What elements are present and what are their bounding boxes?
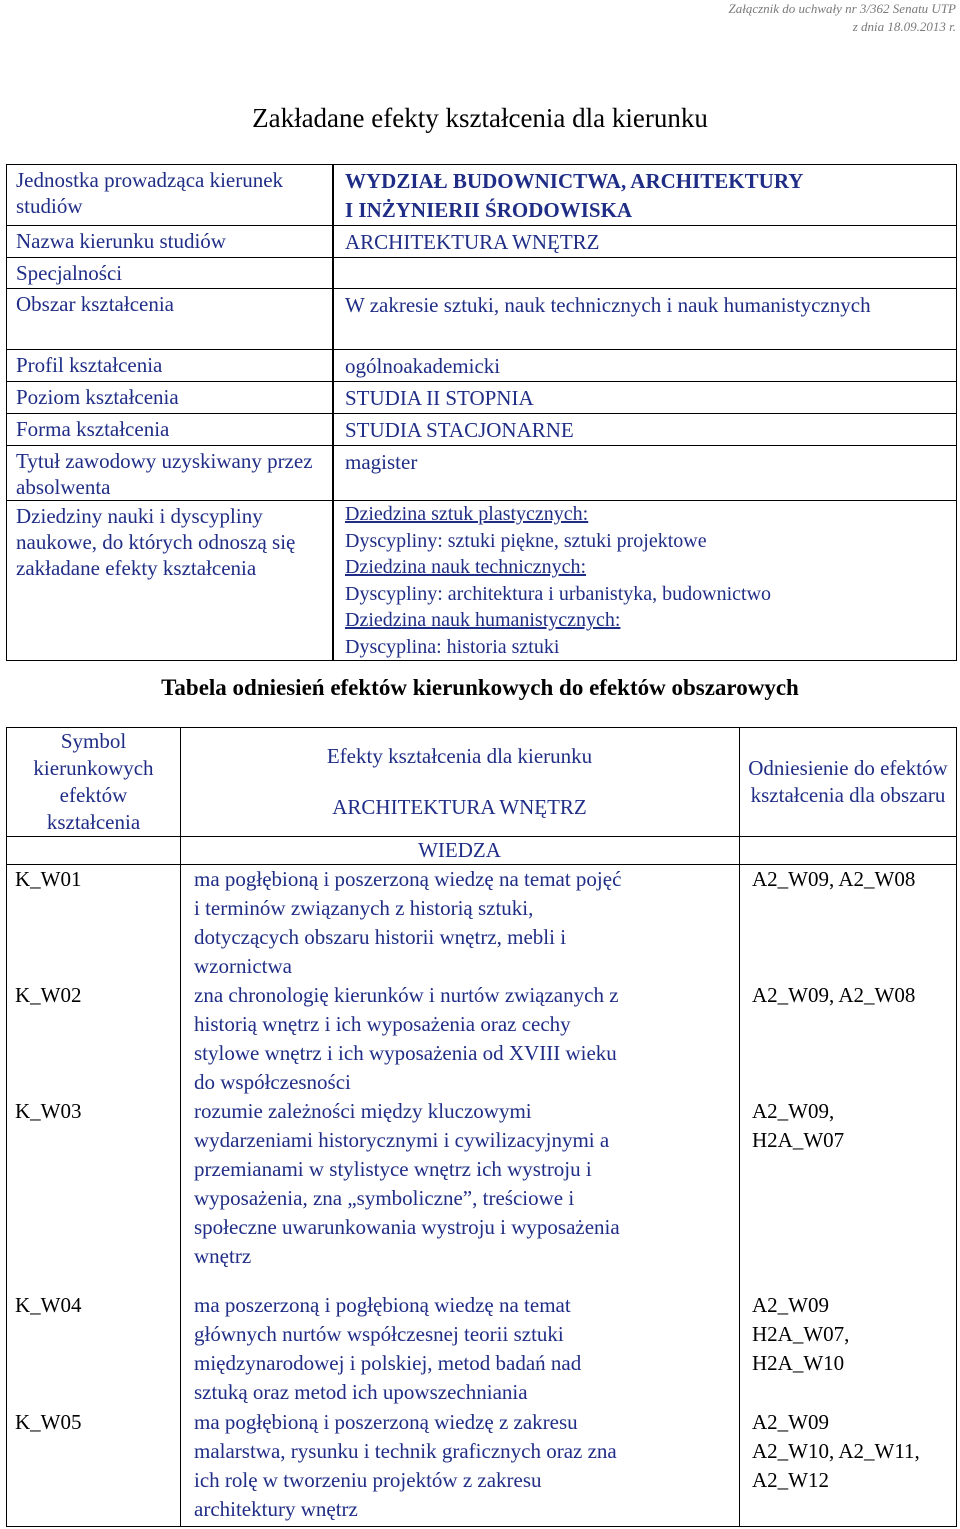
table-row xyxy=(7,1291,957,1408)
effect-line: przemianami w stylistyce wnętrz ich wystroju i xyxy=(194,1157,592,1181)
info-row-level xyxy=(7,382,957,414)
field-technical: Dziedzina nauk technicznych: xyxy=(345,556,586,578)
effects-table xyxy=(6,727,957,1527)
effect-line: wyposażenia, zna „symboliczne”, treściowe i xyxy=(194,1186,575,1210)
info-row-spec xyxy=(7,258,957,289)
level-label: Poziom kształcenia xyxy=(7,382,334,414)
effect-line: wzornictwa xyxy=(194,954,292,978)
disciplines-technical: Dyscypliny: architektura i urbanistyka, budownictwo xyxy=(345,582,772,605)
symbol-k-w05: K_W05 xyxy=(7,1408,181,1527)
reference-value: A2_W09, A2_W08 xyxy=(752,867,916,891)
effect-line: zna chronologię kierunków i nurtów związanych z xyxy=(194,983,619,1007)
unit-line1: WYDZIAŁ BUDOWNICTWA, ARCHITEKTURY xyxy=(345,169,804,193)
effect-line: dotyczących obszaru historii wnętrz, mebli i xyxy=(194,925,567,949)
page-title: Zakładane efekty kształcenia dla kierunku xyxy=(252,103,708,133)
effect-line: historią wnętrz i ich wyposażenia oraz cechy xyxy=(194,1012,571,1036)
disciplines-art: Dyscypliny: sztuki piękne, sztuki projektowe xyxy=(345,529,707,552)
attachment-note-line2: z dnia 18.09.2013 r. xyxy=(852,19,956,34)
effect-line: społeczne uwarunkowania wystroju i wyposażenia xyxy=(194,1215,620,1239)
field-art: Dziedzina sztuk plastycznych: xyxy=(345,503,589,525)
attachment-note xyxy=(729,0,957,36)
effect-line: i terminów związanych z historią sztuki, xyxy=(194,896,534,920)
symbol-k-w01: K_W01 xyxy=(7,865,181,982)
info-row-name xyxy=(7,226,957,258)
attachment-note-line1: Załącznik do uchwały nr 3/362 Senatu UTP xyxy=(728,1,956,16)
reference-value: H2A_W07, xyxy=(752,1322,850,1346)
header-symbol: Symbol kierunkowych efektów kształcenia xyxy=(7,728,181,837)
effect-line: stylowe wnętrz i ich wyposażenia od XVIII wieku xyxy=(194,1041,617,1065)
table-row xyxy=(7,981,957,1097)
degree-label: Tytuł zawodowy uzyskiwany przez absolwenta xyxy=(7,446,334,501)
reference-value: A2_W09, A2_W08 xyxy=(752,983,916,1007)
table-row xyxy=(7,1097,957,1291)
info-row-degree xyxy=(7,446,957,501)
reference-value: H2A_W10 xyxy=(752,1351,845,1375)
subtitle: Tabela odniesień efektów kierunkowych do efektów obszarowych xyxy=(161,675,799,700)
effect-line: ich rolę w tworzeniu projektów z zakresu xyxy=(194,1468,542,1492)
header-effects: Efekty kształcenia dla kierunku xyxy=(326,744,593,768)
reference-value: A2_W09 xyxy=(752,1293,829,1317)
fields-label: Dziedziny nauki i dyscypliny naukowe, do których odnoszą się zakładane efekty kształcenia xyxy=(7,501,334,661)
symbol-k-w04: K_W04 xyxy=(7,1291,181,1408)
effect-line: ma poszerzoną i pogłębioną wiedzę na temat xyxy=(194,1293,571,1317)
effect-line: głównych nurtów współczesnej teorii sztuki xyxy=(194,1322,564,1346)
unit-label: Jednostka prowadząca kierunek studiów xyxy=(7,165,334,226)
section-wiedza: WIEDZA xyxy=(181,837,740,865)
info-row-unit xyxy=(7,165,957,226)
info-row-form xyxy=(7,414,957,446)
reference-value: A2_W09 xyxy=(752,1410,829,1434)
info-row-profile xyxy=(7,350,957,382)
unit-line2: I INŻYNIERII ŚRODOWISKA xyxy=(345,198,633,222)
effect-line: ma pogłębioną i poszerzoną wiedzę z zakresu xyxy=(194,1410,578,1434)
reference-value: H2A_W07 xyxy=(752,1128,845,1152)
effect-line: sztuką oraz metod ich upowszechniania xyxy=(194,1380,528,1404)
header-reference: Odniesienie do efektów kształcenia dla obszaru xyxy=(740,728,957,837)
effects-header-row xyxy=(7,728,957,837)
reference-value: A2_W09, xyxy=(752,1099,835,1123)
effect-line: międzynarodowej i polskiej, metod badań nad xyxy=(194,1351,582,1375)
table-row xyxy=(7,865,957,982)
effect-line: malarstwa, rysunku i technik graficznych oraz zna xyxy=(194,1439,617,1463)
effect-line: architektury wnętrz xyxy=(194,1497,358,1521)
effect-line: wydarzeniami historycznymi i cywilizacyjnymi a xyxy=(194,1128,610,1152)
name-label: Nazwa kierunku studiów xyxy=(7,226,334,258)
area-label: Obszar kształcenia xyxy=(7,289,334,350)
symbol-k-w02: K_W02 xyxy=(7,981,181,1097)
discipline-humanities: Dyscyplina: historia sztuki xyxy=(345,635,560,658)
area-value: W zakresie sztuki, nauk technicznych i nauk humanistycznych xyxy=(333,289,957,350)
level-value: STUDIA II STOPNIA xyxy=(333,382,957,414)
effect-line: ma pogłębioną i poszerzoną wiedzę na temat pojęć xyxy=(194,867,622,891)
header-program: ARCHITEKTURA WNĘTRZ xyxy=(332,795,587,819)
form-value: STUDIA STACJONARNE xyxy=(333,414,957,446)
field-humanities: Dziedzina nauk humanistycznych: xyxy=(345,609,621,631)
profile-label: Profil kształcenia xyxy=(7,350,334,382)
reference-value: A2_W12 xyxy=(752,1468,829,1492)
effect-line: wnętrz xyxy=(194,1244,252,1268)
effect-line: do współczesności xyxy=(194,1070,351,1094)
symbol-k-w03: K_W03 xyxy=(7,1097,181,1291)
info-row-fields xyxy=(7,501,957,661)
section-row xyxy=(7,837,957,865)
name-value: ARCHITEKTURA WNĘTRZ xyxy=(333,226,957,258)
reference-value: A2_W10, A2_W11, xyxy=(752,1439,920,1463)
effect-line: rozumie zależności między kluczowymi xyxy=(194,1099,532,1123)
profile-value: ogólnoakademicki xyxy=(333,350,957,382)
program-info-table xyxy=(6,164,957,661)
spec-label: Specjalności xyxy=(7,258,334,289)
table-row xyxy=(7,1408,957,1527)
form-label: Forma kształcenia xyxy=(7,414,334,446)
spec-value xyxy=(333,258,957,289)
info-row-area xyxy=(7,289,957,350)
degree-value: magister xyxy=(333,446,957,501)
